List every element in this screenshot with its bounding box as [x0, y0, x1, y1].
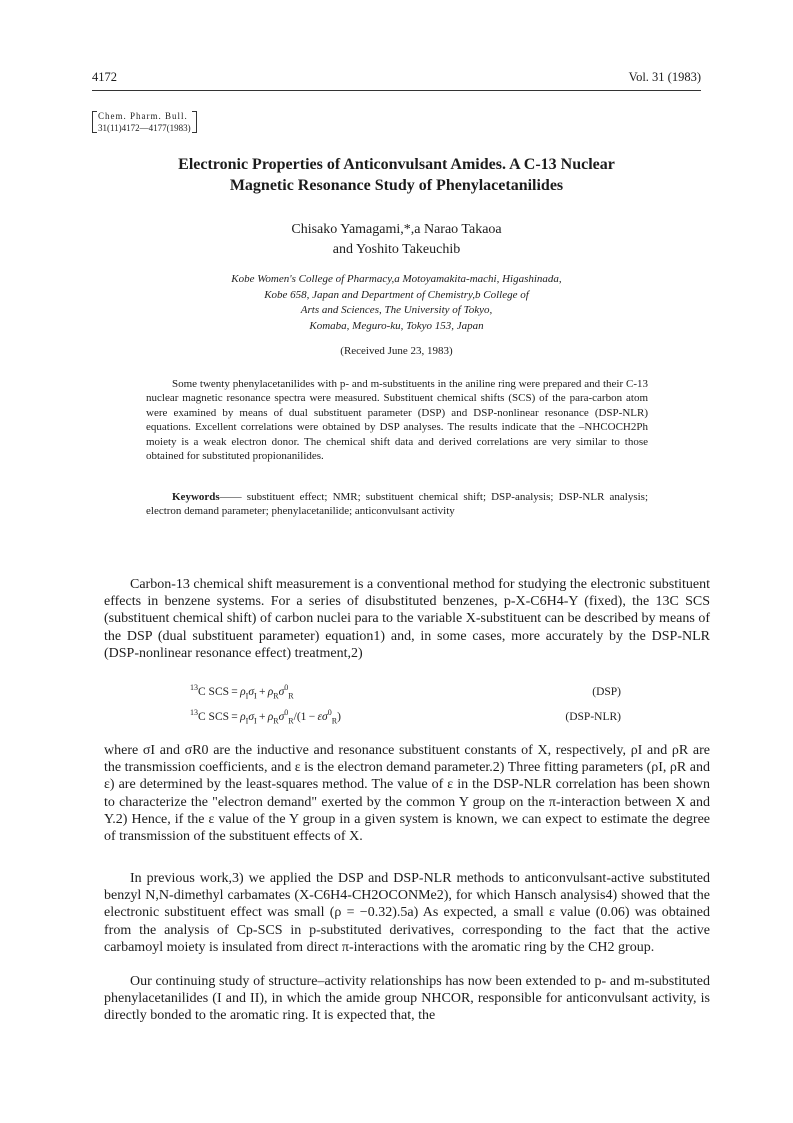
body-paragraph-2: where σI and σR0 are the inductive and resonance substituent constants of X, respectively, ρI and ρR are the transmission coefficients, and ε is the electron demand parameter.2) Three fitting parameters (ρI, ρR and ε) are determined by the least-squares method. The value of ε in the DSP-NLR correlation has been shown to characterize the "electron demand" exerted by the common Y group on the π-interaction between X and Y.2) Hence, if the ε value of the Y group in a given system is known, we can expect to estimate the degree of transmission of the substituent effects of X. — [104, 743, 710, 845]
title-line-2: Magnetic Resonance Study of Phenylacetanilides — [229, 177, 564, 194]
affiliation-line-2: Kobe 658, Japan and Department of Chemistry,b College of — [264, 288, 529, 301]
received-date: (Received June 23, 1983) — [340, 345, 453, 357]
citation-reference: 31(11)4172—4177(1983) — [98, 123, 191, 133]
citation-box — [92, 110, 197, 134]
affiliation-line-4: Komaba, Meguro-ku, Tokyo 153, Japan — [309, 319, 484, 332]
title-line-1: Electronic Properties of Anticonvulsant Amides. A C-13 Nuclear — [178, 156, 615, 173]
abstract: Some twenty phenylacetanilides with p- and m-substituents in the aniline ring were prepared and their C-13 nuclear magnetic resonance spectra were measured. Substituent chemical shifts (SCS) of the para-carbon atom were examined by means of dual substituent parameter (DSP) and DSP-nonlinear resonance (DSP-NLR) equations. Excellent correlations were obtained by DSP analyses. The results indicate that the –NHCOCH2Ph moiety is a weak electron donor. The chemical shift data and derived correlations are very similar to those obtained for substituted propionanilides. — [146, 378, 648, 463]
equation-dsp: $^{13}$C SCS = $\rho_I\sigma_I + \rho_R\sigma^0_R$ — [190, 683, 294, 701]
page-number: 4172 — [92, 70, 117, 84]
authors-line-1: Chisako Yamagami,*,a Narao Takaoa — [291, 222, 502, 237]
keywords-text: substituent effect; NMR; substituent chemical shift; DSP-analysis; DSP-NLR analysis; electron demand parameter; phenylacetanilide; anticonvulsant activity — [146, 491, 649, 518]
body-paragraph-4: Our continuing study of structure–activity relationships has now been extended to p- and m-substituted phenylacetanilides (I and II), in which the amide group NHCOR, responsible for anticonvulsant activity, is directly bonded to the aromatic ring. It is expected that, the — [104, 974, 710, 1024]
body-paragraph-1: Carbon-13 chemical shift measurement is a conventional method for studying the electronic substituent effects in benzene systems. For a series of disubstituted benzenes, p-X-C6H4-Y (fixed), the 13C SCS (substituent chemical shift) of carbon nuclei para to the variable X-substituent can be described by means of the DSP (dual substituent parameter) equation1) and, in some cases, more accurately by the DSP-NLR (DSP-nonlinear resonance effect) treatment,2) — [104, 577, 710, 661]
journal-volume: Vol. 31 (1983) — [628, 70, 701, 84]
equation-dsp-label: (DSP) — [592, 686, 621, 698]
keywords: Keywords—— substituent effect; NMR; substituent chemical shift; DSP-analysis; DSP-NLR analysis; electron demand parameter; phenylacetanilide; anticonvulsant activity — [146, 491, 649, 518]
equation-dsp-nlr: $^{13}$C SCS = $\rho_I\sigma_I + \rho_R\sigma^0_R/(1 - \varepsilon\sigma^0_R)$ — [190, 708, 341, 726]
equation-dsp-nlr-label: (DSP-NLR) — [565, 711, 621, 723]
article-title — [92, 154, 701, 196]
keywords-label: Keywords — [172, 491, 220, 503]
affiliation-line-3: Arts and Sciences, The University of Tokyo, — [300, 304, 493, 316]
citation-journal: Chem. Pharm. Bull. — [98, 111, 188, 121]
header-rule — [92, 90, 701, 91]
affiliation-line-1: Kobe Women's College of Pharmacy,a Motoyamakita-machi, Higashinada, — [231, 273, 562, 285]
body-paragraph-3: In previous work,3) we applied the DSP and DSP-NLR methods to anticonvulsant-active substituted benzyl N,N-dimethyl carbamates (X-C6H4-CH2OCONMe2), for which Hansch analysis4) showed that the electronic substituent effect was small (ρ = −0.32).5a) As expected, a small ε value (0.06) was obtained from the analysis of Cp-SCS in p-substituted derivatives, corresponding to the fact that the active carbamoyl moiety is insulated from direct π-interactions with the aromatic ring by the CH2 group. — [104, 871, 710, 955]
author-list — [92, 220, 701, 260]
authors-line-2: and Yoshito Takeuchib — [332, 242, 461, 257]
affiliations — [92, 272, 701, 334]
